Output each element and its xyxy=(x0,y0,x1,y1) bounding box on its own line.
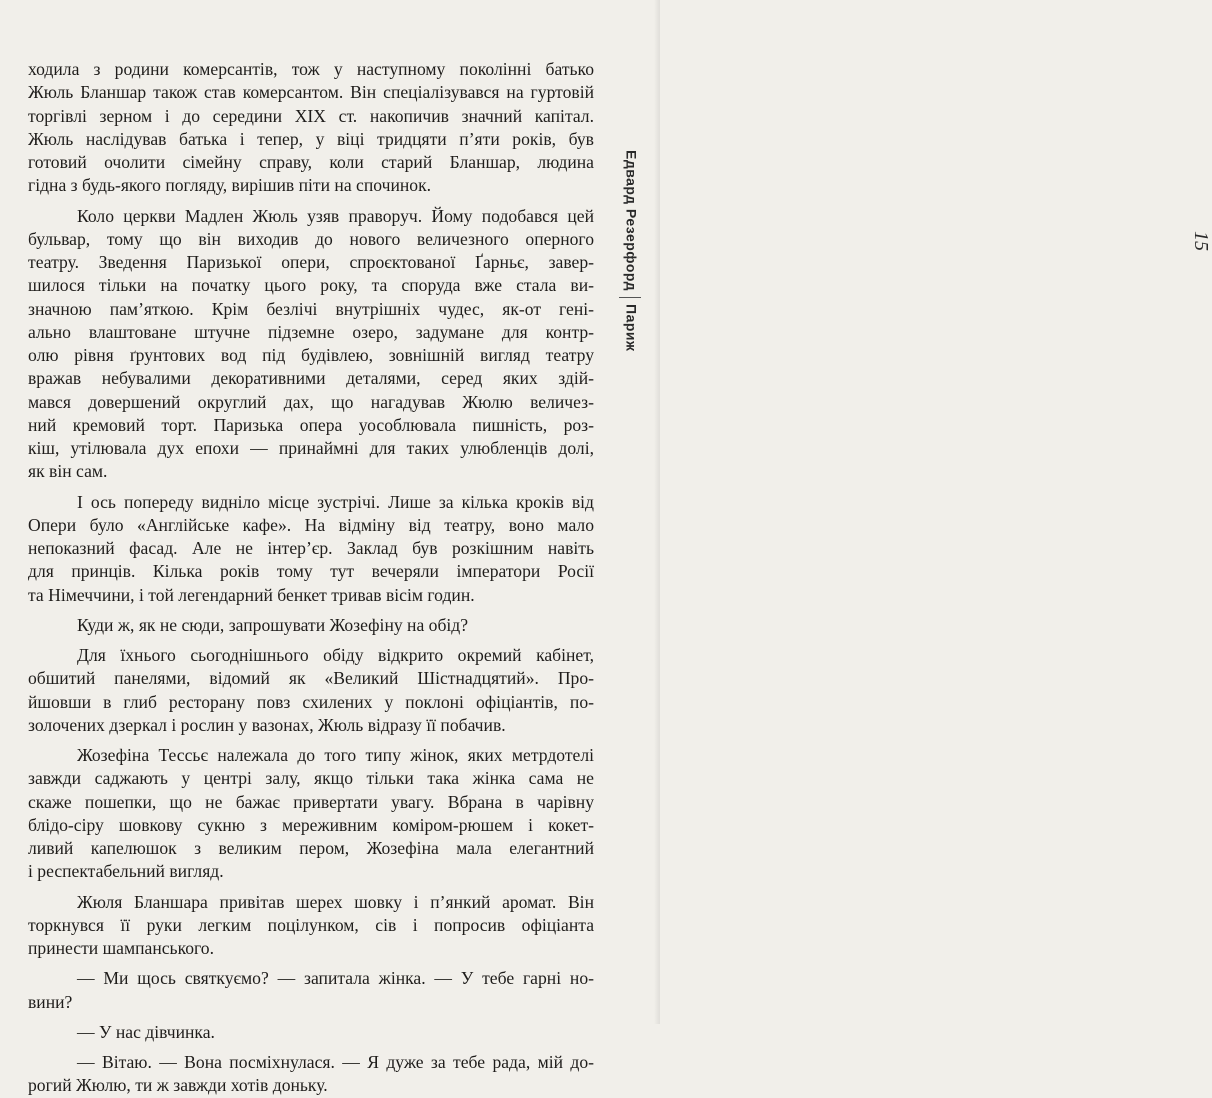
text-line: Жюль наслідував батька і тепер, у віці тридцяти п’яти років, був xyxy=(28,128,594,149)
text-line: бульвар, тому що він виходив до нового величезного оперного xyxy=(28,228,594,249)
text-line: мався довершений округлий дах, що нагадував Жюлю величез- xyxy=(28,391,594,412)
text-line: вражав небувалими декоративними деталями, серед яких здій- xyxy=(28,368,594,389)
text-line: ливий капелюшок з великим пером, Жозефіна мала елегантний xyxy=(28,838,594,858)
text-line: як він сам. xyxy=(28,461,108,482)
text-line: Жозефіна Тессьє належала до того типу жінок, яких метрдотелі xyxy=(77,745,594,765)
text-line: Для їхнього сьогоднішнього обіду відкрито окремий кабінет, xyxy=(77,645,594,665)
text-line: для принців. Кілька років тому тут вечеряли імператори Росії xyxy=(28,561,594,582)
paragraph-5 xyxy=(28,644,594,737)
text-line: Жюль Бланшар також став комерсантом. Він спеціалізувався на гуртовій xyxy=(28,82,594,103)
text-line: Жюля Бланшара привітав шерех шовку і п’янкий аромат. Він xyxy=(77,891,594,912)
paragraph-2 xyxy=(28,205,594,484)
text-line: та Німеччини, і той легендарний бенкет тривав вісім годин. xyxy=(28,584,475,605)
text-line: кіш, утілювала дух епохи — принаймні для таких улюбленців долі, xyxy=(28,438,594,458)
text-line: йшовши в глиб ресторану повз схилених у поклоні офіціантів, по- xyxy=(28,691,594,712)
text-line: скаже пошепки, що не бажає привертати увагу. Вбрана в чарівну xyxy=(28,791,594,812)
text-line: — Ми щось святкуємо? — запитала жінка. — У тебе гарні но- xyxy=(77,968,594,989)
paragraph-3 xyxy=(28,491,594,607)
text-line: обшитий панелями, відомий як «Великий Шістнадцятий». Про- xyxy=(28,668,594,689)
text-line: рогий Жюлю, ти ж завжди хотів доньку. xyxy=(28,1075,328,1096)
text-line: І ось попереду виднілo місце зустрічі. Лише за кілька кроків від xyxy=(77,491,594,512)
text-line: Куди ж, як не сюди, запрошувати Жозефіну на обід? xyxy=(77,614,469,635)
text-line: — У нас дівчинка. xyxy=(77,1021,215,1042)
text-line: принести шампанського. xyxy=(28,938,214,958)
running-head-title: Париж xyxy=(623,304,640,352)
paragraph-6 xyxy=(28,744,594,884)
text-line: ний кремовий торт. Паризька опера уособлювала пишність, роз- xyxy=(28,414,594,435)
text-line: театру. Зведення Паризької опери, спроєктованої Ґарньє, завер- xyxy=(28,252,594,272)
text-line: торгівлі зерном і до середини XIX ст. накопичив значний капітал. xyxy=(28,105,594,126)
text-line: і респектабельний вигляд. xyxy=(28,861,224,882)
text-line: торкнувся її руки легким поцілунком, сів і попросив офіціанта xyxy=(28,914,594,935)
body-text xyxy=(28,58,594,1098)
text-line: олю рівня ґрунтових вод під будівлею, зовнішній вигляд театру xyxy=(28,345,594,365)
text-line: Опери було «Англійське кафе». На відміну від театру, воно мало xyxy=(28,514,594,535)
text-line: Коло церкви Мадлен Жюль узяв праворуч. Йому подобався цей xyxy=(77,205,594,226)
paragraph-7 xyxy=(28,891,594,961)
paragraph-1 xyxy=(28,58,594,198)
text-line: непоказний фасад. Але не інтер’єр. Заклад був розкішним навіть xyxy=(28,538,594,558)
text-line: ально влаштоване штучне підземне озеро, задумане для контр- xyxy=(28,321,594,342)
text-line: ходила з родини комерсантів, тож у наступному поколінні батько xyxy=(28,59,594,79)
text-line: блідо-сіру шовкову сукню з мереживним коміром-рюшем і кокет- xyxy=(28,814,594,835)
text-line: вини? xyxy=(28,991,73,1012)
dialogue-3 xyxy=(28,1051,594,1098)
page-number: 15 xyxy=(1190,231,1212,251)
text-line: золочених дзеркал і рослин у вазонах, Жюль відразу її побачив. xyxy=(28,714,506,735)
text-line: завжди саджають у центрі залу, якщо тільки така жінка сама не xyxy=(28,768,594,789)
running-head-author: Едвард Резерфорд xyxy=(623,150,640,292)
page-edge-shadow xyxy=(654,0,660,1024)
running-head-separator xyxy=(619,297,641,298)
text-line: значною пам’яткою. Крім безлічі внутрішніх чудес, як-от гені- xyxy=(28,298,594,319)
dialogue-1 xyxy=(28,967,594,1014)
paragraph-4 xyxy=(28,614,594,637)
running-head xyxy=(619,150,641,351)
text-line: готовий очолити сімейну справу, коли старий Бланшар, людина xyxy=(28,152,594,172)
text-line: шилося тільки на початку цього року, та споруда вже стала ви- xyxy=(28,275,594,296)
dialogue-2 xyxy=(28,1021,594,1044)
text-line: гідна з будь-якого погляду, вирішив піти на спочинок. xyxy=(28,175,432,196)
text-line: — Вітаю. — Вона посміхнулася. — Я дуже за тебе рада, мій до- xyxy=(77,1052,594,1072)
